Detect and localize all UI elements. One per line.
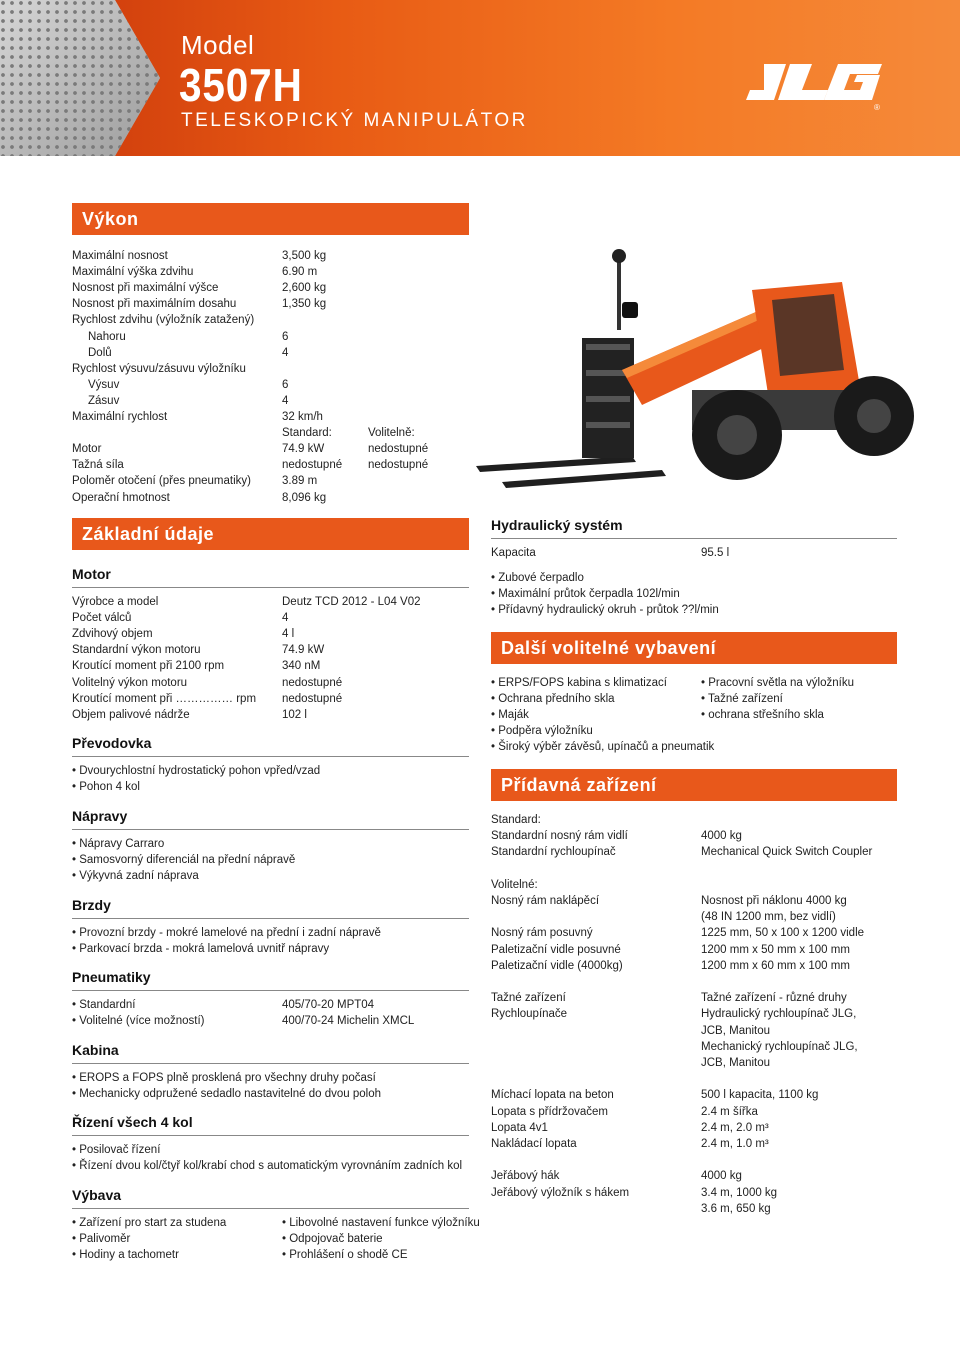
spec-value: 2.4 m, 2.0 m³ [701, 1121, 769, 1134]
spec-value: nedostupné [282, 676, 343, 689]
kapacita-label: Kapacita [491, 547, 536, 559]
list-item: • Přídavný hydraulický okruh - průtok ??l/min [491, 604, 719, 617]
spec-value: 500 l kapacita, 1100 kg [701, 1089, 819, 1102]
list-item: • Mechanicky odpružené sedadlo nastavitelné do dvou poloh [72, 1088, 381, 1101]
spec-label: Nahoru [88, 330, 126, 343]
divider [491, 538, 897, 539]
svg-text:®: ® [874, 103, 880, 112]
spec-label: Kroutící moment při 2100 rpm [72, 660, 225, 673]
spec-label: Nakládací lopata [491, 1138, 577, 1150]
spec-value: 1200 mm x 60 mm x 100 mm [701, 959, 850, 972]
spec-label: Nosný rám posuvný [491, 927, 593, 940]
list-item: • Libovolné nastavení funkce výložníku [282, 1217, 480, 1229]
spec-label: Kroutící moment při …………… rpm [72, 692, 257, 705]
divider [72, 756, 469, 757]
spec-label: Lopata s přídržovačem [491, 1105, 608, 1118]
divider [72, 1208, 469, 1209]
spec-label: Dolů [88, 346, 112, 359]
divider [72, 829, 469, 830]
spec-value: 405/70-20 MPT04 [282, 999, 375, 1011]
spec-label: Standardní rychloupínač [491, 846, 616, 859]
spec-label: Lopata 4v1 [491, 1121, 548, 1134]
list-item: • Podpěra výložníku [491, 725, 593, 738]
spec-value: Standard: [282, 427, 332, 440]
spec-value: JCB, Manitou [701, 1024, 771, 1037]
spec-value: 400/70-24 Michelin XMCL [282, 1015, 415, 1028]
model-type: TELESKOPICKÝ MANIPULÁTOR [181, 110, 528, 131]
section-dalsi: Další volitelné vybavení [491, 632, 897, 664]
subsection-napravy: Nápravy [72, 808, 128, 824]
spec-label: Maximální nosnost [72, 250, 168, 262]
list-item: • Ochrana předního skla [491, 693, 615, 706]
list-item: • Dvourychlostní hydrostatický pohon vpřed/vzad [72, 765, 321, 777]
spec-label: Maximální výška zdvihu [72, 266, 194, 279]
spec-value: 4 [282, 612, 289, 625]
list-item: • Prohlášení o shodě CE [282, 1249, 408, 1262]
list-item: • Palivoměr [72, 1233, 131, 1246]
spec-value: 4000 kg [701, 830, 742, 843]
list-item: • Široký výběr závěsů, upínačů a pneumatik [491, 741, 715, 754]
divider [72, 587, 469, 588]
list-item: • EROPS a FOPS plně prosklená pro všechny druhy počasí [72, 1072, 376, 1084]
model-number: 3507H [179, 59, 303, 111]
list-item: • Pracovní světla na výložníku [701, 677, 854, 689]
spec-label: Standardní výkon motoru [72, 644, 201, 657]
section-vykon: Výkon [72, 203, 469, 235]
spec-label: Objem palivové nádrže [72, 708, 190, 721]
spec-value: 6 [282, 330, 289, 343]
spec-label: Tažné zařízení [491, 992, 566, 1005]
subsection-brzdy: Brzdy [72, 897, 111, 913]
spec-value: 3.6 m, 650 kg [701, 1202, 771, 1215]
spec-value: JCB, Manitou [701, 1057, 771, 1069]
spec-label: Operační hmotnost [72, 491, 170, 504]
divider [72, 918, 469, 919]
spec-label: Výrobce a model [72, 596, 159, 608]
list-item: • Zařízení pro start za studena [72, 1217, 227, 1229]
spec-value: 1200 mm x 50 mm x 100 mm [701, 943, 850, 956]
spec-label: Jeřábový hák [491, 1170, 560, 1183]
subsection-kabina: Kabina [72, 1042, 119, 1058]
diamond-plate-graphic [0, 0, 160, 156]
spec-value: 340 nM [282, 660, 321, 673]
spec-value: 3.89 m [282, 475, 318, 488]
spec-label: Volitelný výkon motoru [72, 676, 188, 689]
spec-value: 6 [282, 378, 289, 391]
spec-label: Míchací lopata na beton [491, 1089, 614, 1102]
spec-value-optional: nedostupné [368, 459, 429, 472]
spec-value-optional: Volitelně: [368, 427, 415, 440]
list-item: • Hodiny a tachometr [72, 1249, 179, 1262]
spec-value: 102 l [282, 708, 307, 721]
spec-value: 4 l [282, 628, 295, 641]
list-item: • Samosvorný diferenciál na přední nápravě [72, 854, 296, 867]
spec-label: Motor [72, 443, 102, 456]
spec-label: Výsuv [88, 378, 120, 391]
spec-value: nedostupné [282, 692, 343, 705]
spec-label: Rychloupínače [491, 1008, 568, 1021]
kapacita-value: 95.5 l [701, 547, 730, 559]
subsection-vybava: Výbava [72, 1187, 122, 1203]
spec-value: nedostupné [282, 459, 343, 472]
spec-label: Jeřábový výložník s hákem [491, 1186, 630, 1199]
spec-value: 4000 kg [701, 1170, 742, 1183]
spec-label: Tažná síla [72, 459, 124, 472]
divider [72, 990, 469, 991]
spec-value: 1225 mm, 50 x 100 x 1200 vidle [701, 927, 865, 940]
subsection-rizeni: Řízení všech 4 kol [72, 1114, 193, 1130]
spec-value: Mechanical Quick Switch Coupler [701, 846, 873, 859]
list-item: • Řízení dvou kol/čtyř kol/krabí chod s automatickým vyrovnáním zadních kol [72, 1160, 463, 1173]
list-item: • Parkovací brzda - mokrá lamelová uvnitř nápravy [72, 943, 330, 956]
list-item: • Tažné zařízení [701, 693, 783, 706]
spec-value: 1,350 kg [282, 298, 327, 311]
spec-label: Nosnost při maximální výšce [72, 282, 219, 295]
subsection-hydraulika: Hydraulický systém [491, 517, 623, 533]
spec-label: Paletizační vidle posuvné [491, 943, 621, 956]
spec-label: Zásuv [88, 394, 120, 407]
spec-value: (48 IN 1200 mm, bez vidlí) [701, 911, 836, 924]
spec-label: Nosnost při maximálním dosahu [72, 298, 237, 311]
subsection-motor: Motor [72, 566, 111, 582]
spec-value: 74.9 kW [282, 644, 325, 657]
spec-value: 2,600 kg [282, 282, 327, 295]
spec-label: Rychlost zdvihu (výložník zatažený) [72, 314, 255, 327]
spec-value: Nosnost při náklonu 4000 kg [701, 895, 847, 907]
spec-value: 2.4 m šířka [701, 1105, 758, 1118]
list-item: • ERPS/FOPS kabina s klimatizací [491, 677, 667, 689]
subsection-pneumatiky: Pneumatiky [72, 969, 151, 985]
spec-value: 2.4 m, 1.0 m³ [701, 1138, 769, 1150]
spec-label: • Standardní [72, 999, 136, 1011]
jlg-logo [742, 62, 892, 117]
divider [72, 1135, 469, 1136]
list-item: • Nápravy Carraro [72, 838, 165, 850]
spec-value: 4 [282, 394, 289, 407]
model-label: Model [181, 30, 255, 60]
spec-label: Rychlost výsuvu/zásuvu výložníku [72, 362, 246, 375]
spec-label: Počet válců [72, 612, 132, 625]
list-item: • Zubové čerpadlo [491, 572, 584, 584]
spec-value: 3,500 kg [282, 250, 327, 262]
list-item: • ochrana střešního skla [701, 709, 824, 722]
subsection-prevodovka: Převodovka [72, 735, 152, 751]
spec-value: 6.90 m [282, 266, 318, 279]
spec-label: Zdvihový objem [72, 628, 153, 641]
spec-value: Deutz TCD 2012 - L04 V02 [282, 596, 421, 608]
header-banner [0, 0, 960, 156]
spec-value-optional: nedostupné [368, 443, 429, 456]
spec-label: Poloměr otočení (přes pneumatiky) [72, 475, 251, 488]
list-item: • Odpojovač baterie [282, 1233, 383, 1246]
spec-label: Volitelné: [491, 878, 538, 891]
spec-value: 32 km/h [282, 411, 323, 423]
spec-value: 74.9 kW [282, 443, 325, 456]
spec-label: Nosný rám naklápěcí [491, 895, 600, 907]
list-item: • Výkyvná zadní náprava [72, 870, 199, 883]
spec-value: 4 [282, 346, 289, 359]
spec-value: 8,096 kg [282, 491, 327, 504]
spec-value: Hydraulický rychloupínač JLG, [701, 1008, 857, 1021]
telehandler-photo [472, 220, 928, 490]
list-item: • Maximální průtok čerpadla 102l/min [491, 588, 680, 601]
spec-label: Standard: [491, 814, 541, 826]
spec-value: 3.4 m, 1000 kg [701, 1186, 778, 1199]
list-item: • Maják [491, 709, 529, 722]
divider [72, 1063, 469, 1064]
section-zakladni: Základní údaje [72, 518, 469, 550]
spec-label: Paletizační vidle (4000kg) [491, 959, 623, 972]
section-pridavna: Přídavná zařízení [491, 769, 897, 801]
list-item: • Pohon 4 kol [72, 781, 140, 794]
list-item: • Provozní brzdy - mokré lamelové na přední i zadní nápravě [72, 927, 381, 939]
spec-label: • Volitelné (více možností) [72, 1015, 205, 1028]
spec-value: Tažné zařízení - různé druhy [701, 992, 847, 1005]
list-item: • Posilovač řízení [72, 1144, 161, 1156]
spec-value: Mechanický rychloupínač JLG, [701, 1040, 858, 1053]
spec-label: Standardní nosný rám vidlí [491, 830, 628, 843]
spec-label: Maximální rychlost [72, 411, 168, 423]
